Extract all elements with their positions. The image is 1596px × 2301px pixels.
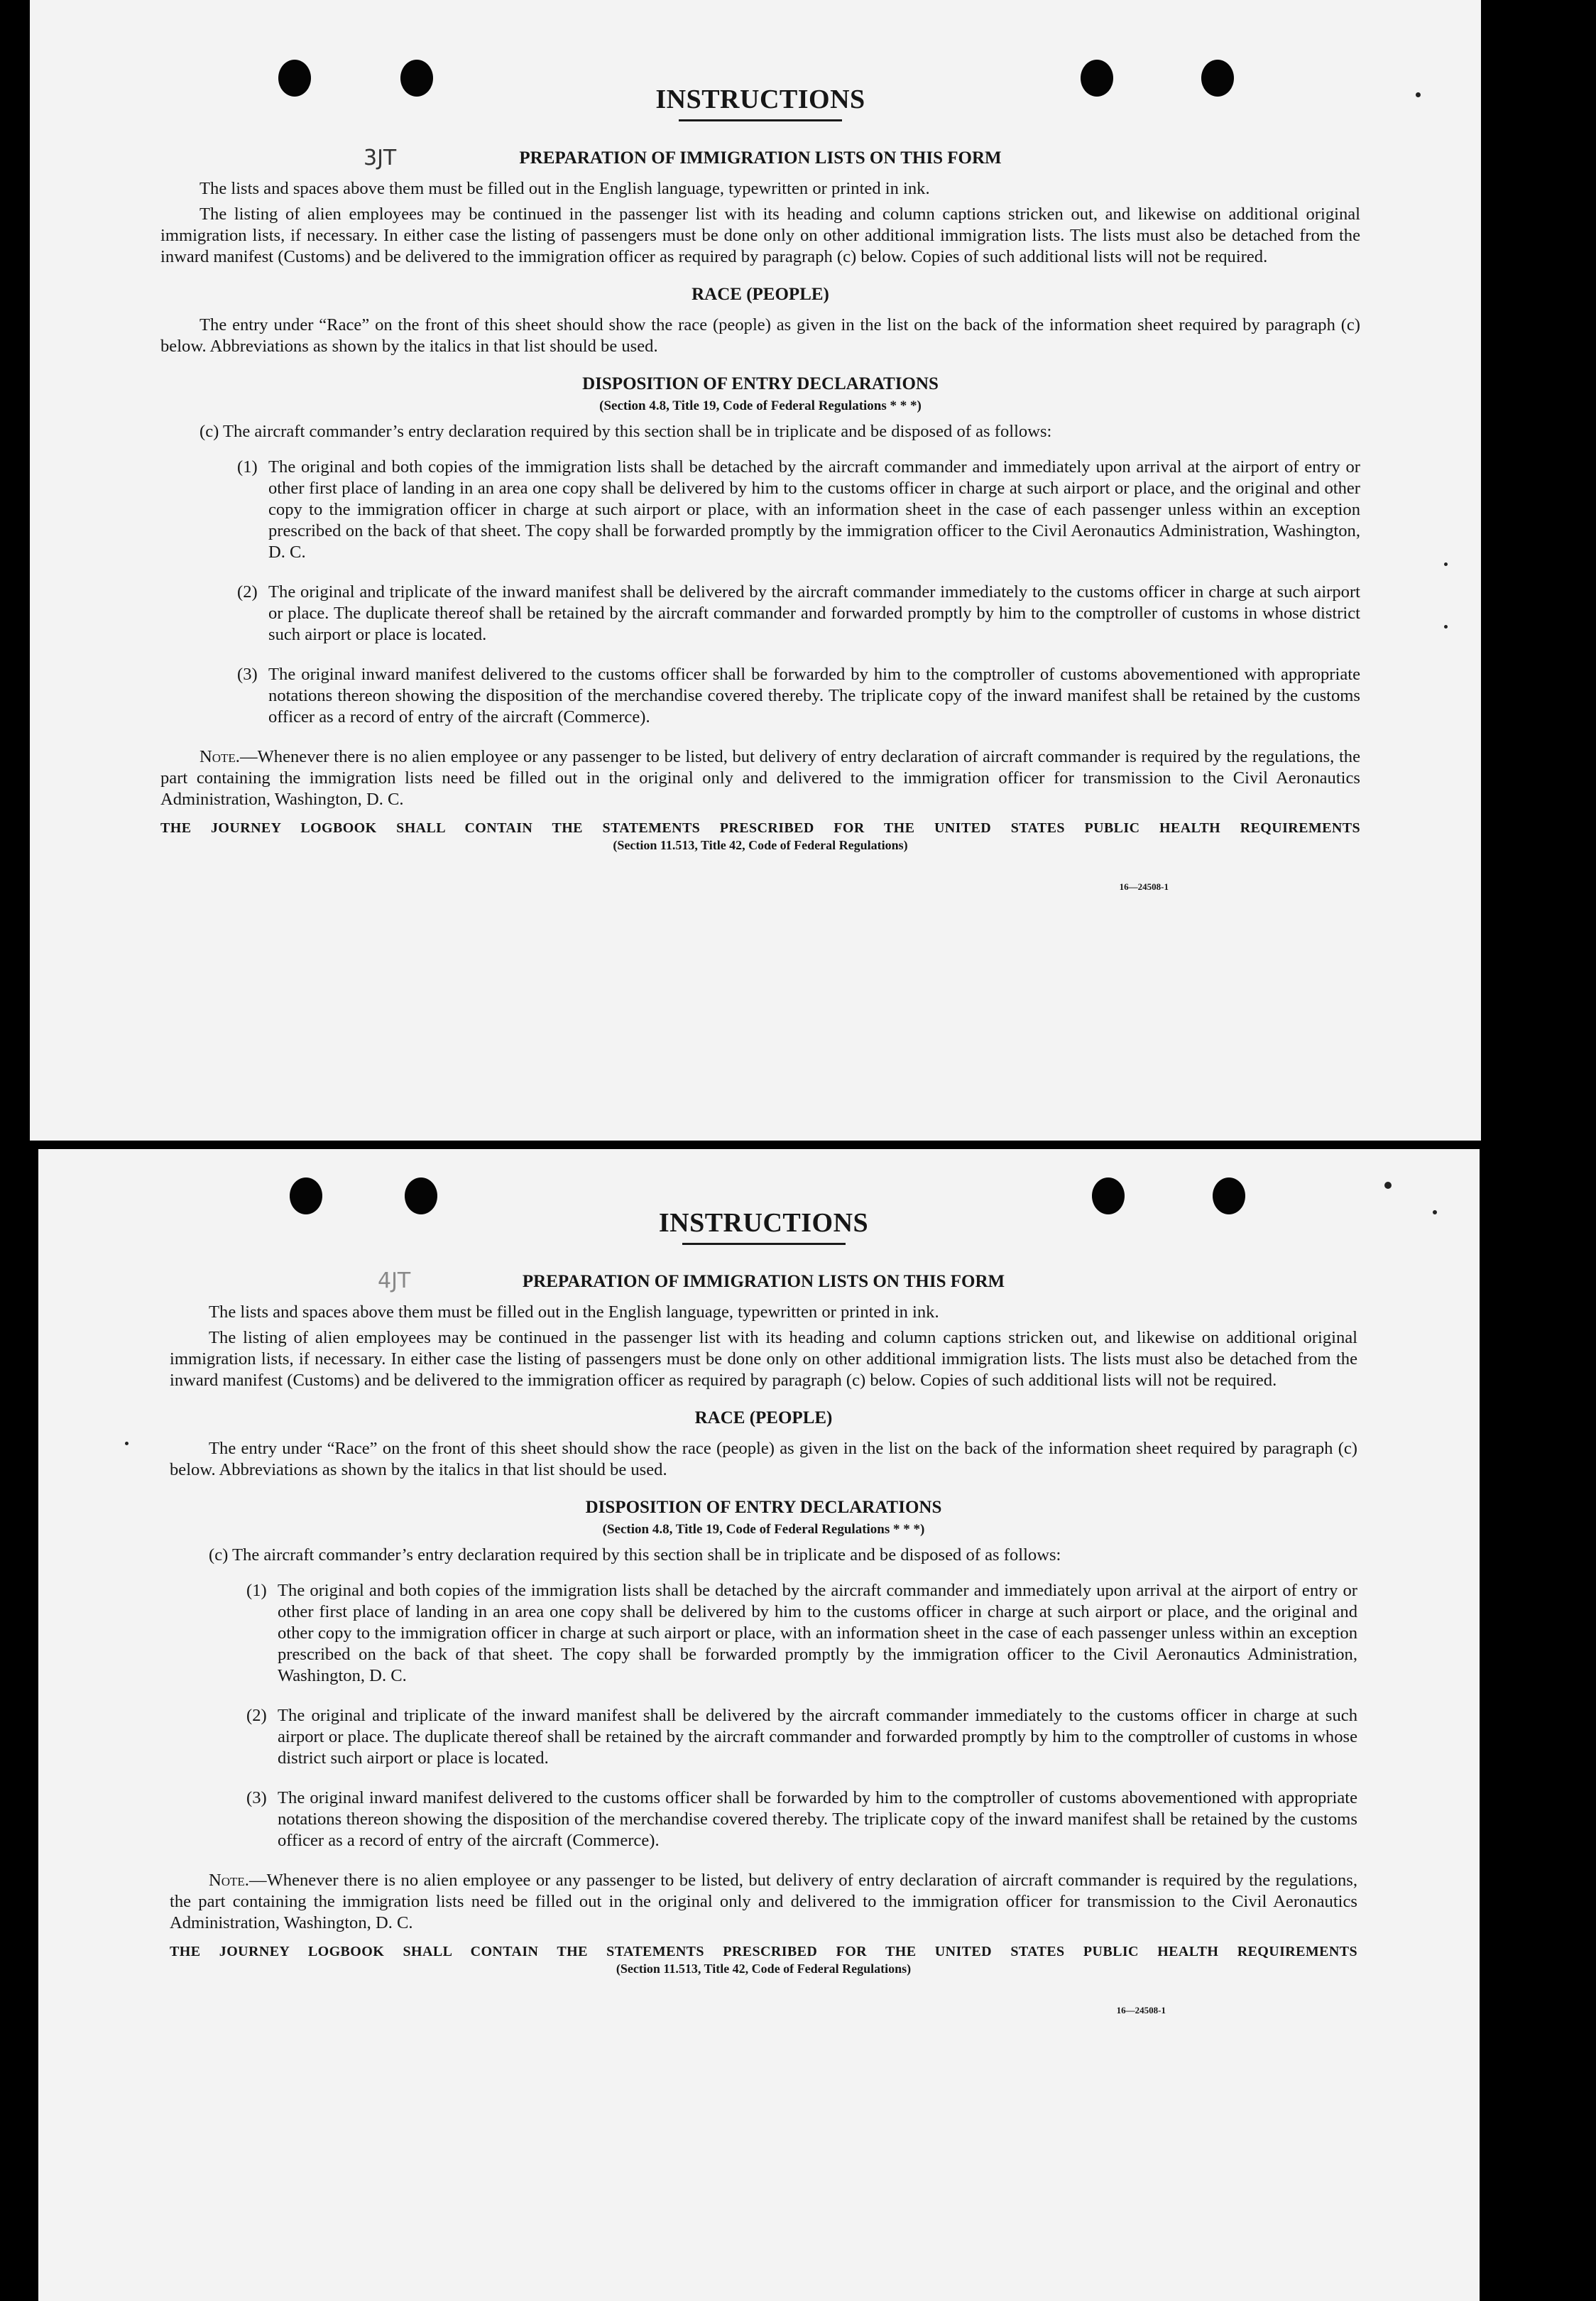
note-label: Note. xyxy=(209,1871,249,1890)
page-title: INSTRUCTIONS xyxy=(658,1208,869,1238)
preparation-paragraph-1: The lists and spaces above them must be filled out in the English language, typewritten or printed in ink. xyxy=(200,179,930,198)
form-number: 16—24508-1 xyxy=(1116,2005,1166,2016)
preparation-paragraph-2: The listing of alien employees may be continued in the passenger list with its heading and column captions stricken out, and likewise on additional original immigration lists, if necessary. In either case the listing of passengers must be done only on other additional immigration lists. The lists must also be detached from the inward manifest (Customs) and be delivered to the immigration officer as required by paragraph (c) below. Copies of such additional lists will not be required. xyxy=(170,1328,1357,1390)
disposition-heading: DISPOSITION OF ENTRY DECLARATIONS xyxy=(585,1498,942,1517)
item-number: (1) xyxy=(237,457,258,477)
item-text: The original and triplicate of the inward manifest shall be delivered by the aircraft commander immediately to the customs officer in charge at such airport or place. The duplicate thereof shall be retained by the aircraft commander and forwarded promptly by him to the comptroller of customs in whose district such airport or place is located. xyxy=(268,582,1360,644)
public-health-statement: THE JOURNEY LOGBOOK SHALL CONTAIN THE STATEMENTS PRESCRIBED FOR THE UNITED STATES PUBLIC HEALTH REQUIREMENTS xyxy=(170,1944,1357,1959)
page-title: INSTRUCTIONS xyxy=(655,85,865,114)
item-text: The original and both copies of the immigration lists shall be detached by the aircraft commander and immediately upon arrival at the airport of entry or other first place of landing in an area one copy shall be delivered by him to the customs officer in charge at such airport or place, and the original and other copy to the immigration officer in charge at such airport or place, with an information sheet in the case of each passenger unless within an exception prescribed on the back of that sheet. The copy shall be forwarded promptly by the immigration officer to the Civil Aeronautics Administration, Washington, D. C. xyxy=(268,457,1360,562)
sheet-content xyxy=(38,1149,1480,2016)
disposition-intro: (c) The aircraft commander’s entry declaration required by this section shall be in triplicate and be disposed of as follows: xyxy=(200,422,1052,441)
instruction-sheet-bottom xyxy=(38,1149,1480,2301)
note-label: Note. xyxy=(200,747,240,766)
handwritten-annotation: 4JT xyxy=(378,1268,411,1293)
public-health-statement: THE JOURNEY LOGBOOK SHALL CONTAIN THE STATEMENTS PRESCRIBED FOR THE UNITED STATES PUBLIC HEALTH REQUIREMENTS xyxy=(160,820,1360,836)
item-number: (3) xyxy=(246,1788,267,1807)
handwritten-annotation: 3JT xyxy=(364,146,397,170)
list-item xyxy=(246,1705,1357,1769)
note-text: —Whenever there is no alien employee or any passenger to be listed, but delivery of entry declaration of aircraft commander is required by the regulations, the part containing the immigration lists need be filled out in the original only and delivered to the immigration officer for transmission to the Civil Aeronautics Administration, Washington, D. C. xyxy=(170,1871,1357,1932)
preparation-paragraph-1: The lists and spaces above them must be filled out in the English language, typewritten or printed in ink. xyxy=(209,1302,939,1322)
item-number: (1) xyxy=(246,1581,267,1600)
preparation-heading: PREPARATION OF IMMIGRATION LISTS ON THIS FORM xyxy=(522,1272,1005,1291)
public-health-reference: (Section 11.513, Title 42, Code of Federal Regulations) xyxy=(613,838,908,852)
item-text: The original and both copies of the immigration lists shall be detached by the aircraft commander and immediately upon arrival at the airport of entry or other first place of landing in an area one copy shall be delivered by him to the customs officer in charge at such airport or place, and the original and other copy to the immigration officer in charge at such airport or place, with an information sheet in the case of each passenger unless within an exception prescribed on the back of that sheet. The copy shall be forwarded promptly by the immigration officer to the Civil Aeronautics Administration, Washington, D. C. xyxy=(278,1581,1357,1685)
race-heading: RACE (PEOPLE) xyxy=(694,1408,833,1427)
disposition-reference: (Section 4.8, Title 19, Code of Federal Regulations * * *) xyxy=(602,1522,925,1537)
race-heading: RACE (PEOPLE) xyxy=(692,285,829,304)
disposition-intro: (c) The aircraft commander’s entry declaration required by this section shall be in triplicate and be disposed of as follows: xyxy=(209,1545,1061,1565)
list-item xyxy=(237,582,1360,646)
race-paragraph: The entry under “Race” on the front of this sheet should show the race (people) as given in the list on the back of the information sheet required by paragraph (c) below. Abbreviations as shown by the italics in that list should be used. xyxy=(160,315,1360,356)
item-text: The original inward manifest delivered to the customs officer shall be forwarded by him to the comptroller of customs abovementioned with appropriate notations thereon showing the disposition of the merchandise covered thereby. The triplicate copy of the inward manifest shall be retained by the customs officer as a record of entry of the aircraft (Commerce). xyxy=(268,665,1360,727)
item-number: (3) xyxy=(237,665,258,684)
instruction-sheet-top xyxy=(30,0,1481,1141)
note-paragraph xyxy=(160,746,1360,810)
title-underline xyxy=(682,1243,846,1245)
public-health-reference: (Section 11.513, Title 42, Code of Federal Regulations) xyxy=(616,1962,912,1976)
list-item xyxy=(246,1580,1357,1687)
sheet-content xyxy=(30,0,1481,893)
form-number: 16—24508-1 xyxy=(1119,881,1169,892)
list-item xyxy=(246,1788,1357,1851)
disposition-reference: (Section 4.8, Title 19, Code of Federal Regulations * * *) xyxy=(599,398,922,413)
list-item xyxy=(237,664,1360,728)
race-paragraph: The entry under “Race” on the front of this sheet should show the race (people) as given in the list on the back of the information sheet required by paragraph (c) below. Abbreviations as shown by the italics in that list should be used. xyxy=(170,1439,1357,1479)
note-paragraph xyxy=(170,1870,1357,1934)
item-text: The original inward manifest delivered to the customs officer shall be forwarded by him to the comptroller of customs abovementioned with appropriate notations thereon showing the disposition of the merchandise covered thereby. The triplicate copy of the inward manifest shall be retained by the customs officer as a record of entry of the aircraft (Commerce). xyxy=(278,1788,1357,1850)
disposition-heading: DISPOSITION OF ENTRY DECLARATIONS xyxy=(582,374,939,393)
list-item xyxy=(237,457,1360,563)
note-text: —Whenever there is no alien employee or any passenger to be listed, but delivery of entry declaration of aircraft commander is required by the regulations, the part containing the immigration lists need be filled out in the original only and delivered to the immigration officer for transmission to the Civil Aeronautics Administration, Washington, D. C. xyxy=(160,747,1360,809)
item-number: (2) xyxy=(246,1706,267,1725)
title-underline xyxy=(679,119,842,121)
preparation-paragraph-2: The listing of alien employees may be continued in the passenger list with its heading and column captions stricken out, and likewise on additional original immigration lists, if necessary. In either case the listing of passengers must be done only on other additional immigration lists. The lists must also be detached from the inward manifest (Customs) and be delivered to the immigration officer as required by paragraph (c) below. Copies of such additional lists will not be required. xyxy=(160,205,1360,266)
item-text: The original and triplicate of the inward manifest shall be delivered by the aircraft commander immediately to the customs officer in charge at such airport or place. The duplicate thereof shall be retained by the aircraft commander and forwarded promptly by him to the comptroller of customs in whose district such airport or place is located. xyxy=(278,1706,1357,1768)
preparation-heading: PREPARATION OF IMMIGRATION LISTS ON THIS FORM xyxy=(519,148,1002,168)
item-number: (2) xyxy=(237,582,258,602)
